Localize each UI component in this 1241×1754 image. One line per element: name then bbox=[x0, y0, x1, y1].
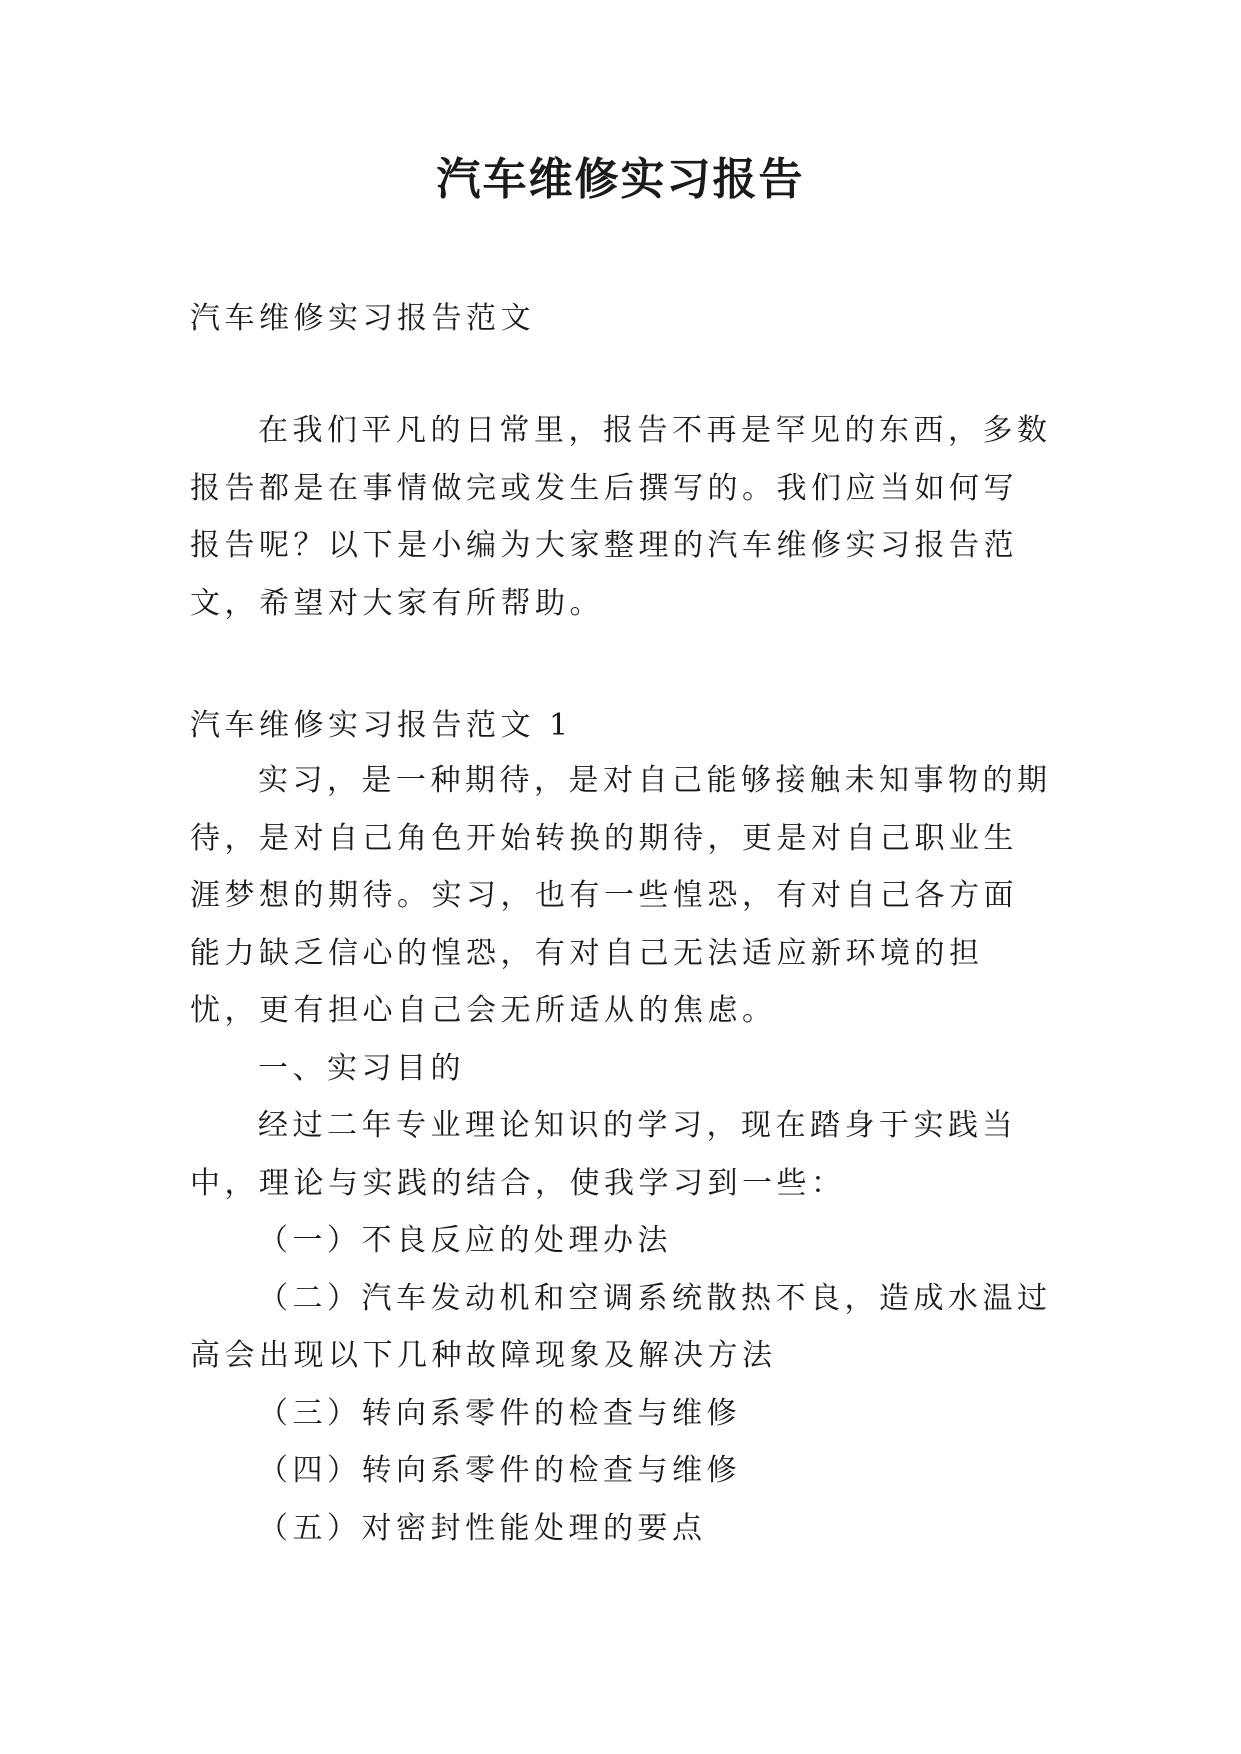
document-title: 汽车维修实习报告 bbox=[436, 154, 805, 205]
intro-paragraph: 在我们平凡的日常里，报告不再是罕见的东西，多数报告都是在事情做完或发生后撰写的。我们应当如何写报告呢？以下是小编为大家整理的汽车维修实习报告范文，希望对大家有所帮助。 bbox=[190, 413, 1052, 621]
list-item: （四）转向系零件的检查与维修 bbox=[258, 1453, 741, 1488]
section-body bbox=[190, 752, 1052, 1557]
list-item: （二）汽车发动机和空调系统散热不良，造成水温过高会出现以下几种故障现象及解决方法 bbox=[190, 1280, 1052, 1373]
document-subtitle: 汽车维修实习报告范文 bbox=[190, 301, 535, 336]
body-paragraph: 实习，是一种期待，是对自己能够接触未知事物的期待，是对自己角色开始转换的期待，更是对自己职业生涯梦想的期待。实习，也有一些惶恐，有对自己各方面能力缺乏信心的惶恐，有对自己无法适应新环境的担忧，更有担心自己会无所适从的焦虑。 bbox=[190, 763, 1052, 1028]
section-heading: 汽车维修实习报告范文 1 bbox=[190, 708, 573, 743]
list-item: （一）不良反应的处理办法 bbox=[258, 1223, 672, 1258]
list-item: （五）对密封性能处理的要点 bbox=[258, 1510, 707, 1546]
heading-purpose: 一、实习目的 bbox=[258, 1050, 465, 1086]
list-item: （三）转向系零件的检查与维修 bbox=[258, 1395, 741, 1431]
body-paragraph: 经过二年专业理论知识的学习，现在踏身于实践当中，理论与实践的结合，使我学习到一些： bbox=[190, 1108, 1017, 1201]
